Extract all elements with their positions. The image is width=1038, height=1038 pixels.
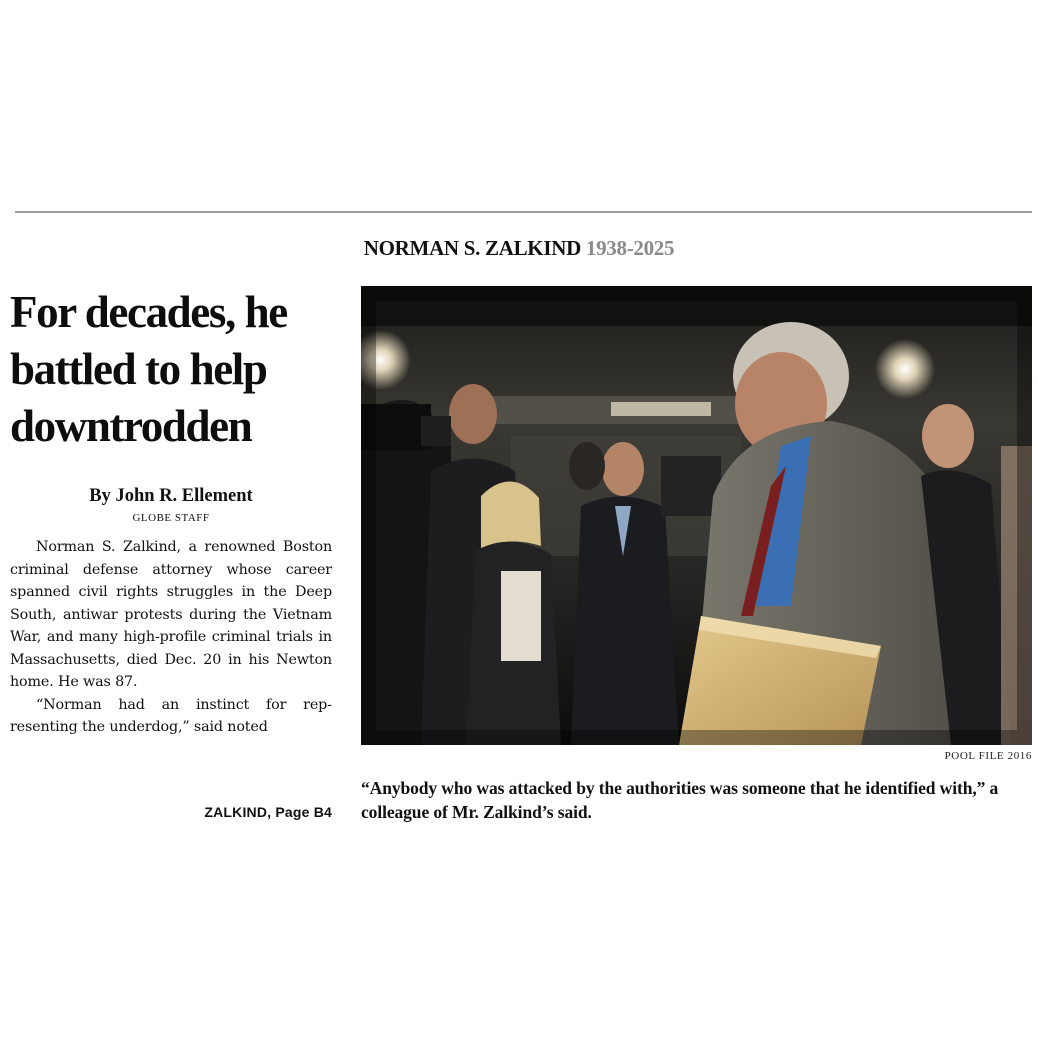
byline: By John R. Ellement (89, 486, 253, 506)
photo-credit: POOL FILE 2016 (944, 750, 1032, 762)
kicker-years: 1938-2025 (585, 236, 675, 260)
photo-caption: “Anybody who was attacked by the authorities was someone that he identified with,” a colleague of Mr. Zalkind’s said. (361, 778, 999, 822)
news-photo (361, 286, 1032, 745)
body-paragraph-1: Norman S. Zalkind, a renowned Boston criminal defense attorney whose career spanned civil rights struggles in the Deep South, antiwar protests during the Vietnam War, and many high-profile criminal trials in Massachusetts, died Dec. 20 in his Newton home. He was 87. (10, 539, 332, 690)
kicker-name: NORMAN S. ZALKIND (363, 236, 581, 260)
jump-reference: ZALKIND, Page B4 (204, 804, 332, 820)
staff-credit: GLOBE STAFF (132, 512, 210, 524)
obituary-kicker (0, 236, 1038, 261)
top-rule (15, 211, 1032, 213)
headline-line-1: For decades, he (10, 287, 287, 337)
headline-line-2: battled to help (10, 344, 267, 394)
body-paragraph-2: “Norman had an instinct for representing the underdog,” said noted (10, 696, 332, 735)
headline (10, 284, 340, 455)
headline-line-3: downtrodden (10, 401, 252, 451)
article-body (10, 536, 332, 739)
